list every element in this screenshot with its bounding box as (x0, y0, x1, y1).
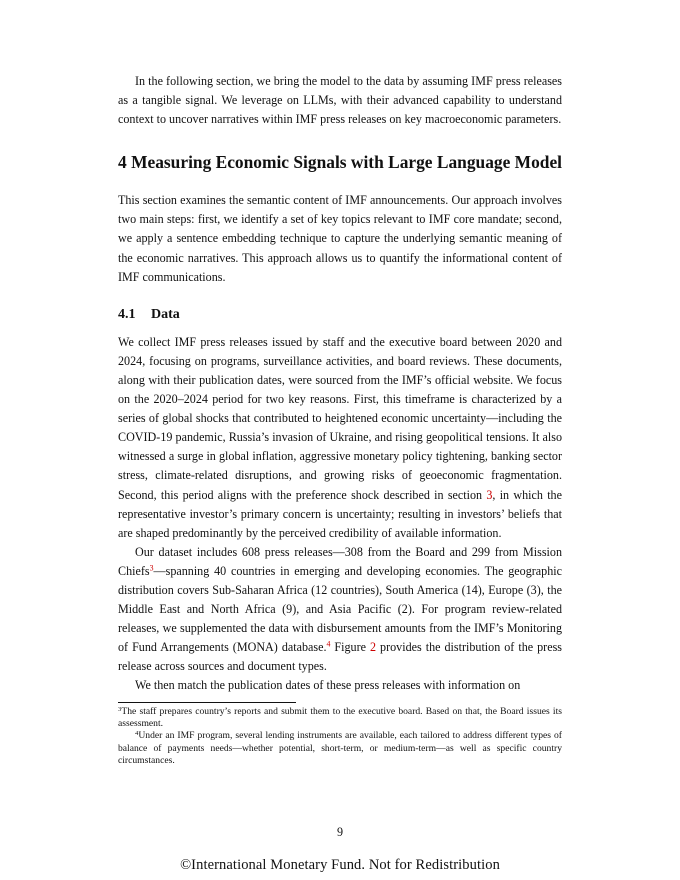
data-p2-text: Our dataset includes 608 press releases—308 from the Board and 299 from Mission Chiefs (118, 544, 562, 578)
footnote-4-text: Under an IMF program, several lending instruments are available, each tailored to address different types of balance of payments needs—whether potential, short-term, or medium-term—as well as specific country circumstances. (118, 730, 562, 767)
page-number: 9 (336, 825, 344, 839)
subsection-4-1-heading (118, 305, 562, 325)
footnote-3 (118, 706, 562, 731)
footnote-3-text: The staff prepares country’s reports and submit them to the executive board. Based on that, the Board issues its assessment. (118, 705, 562, 729)
footnote-4-mark: 4 (135, 730, 139, 738)
page-content (118, 72, 562, 768)
footnote-3-mark: 3 (118, 705, 122, 713)
data-paragraph-2 (118, 543, 562, 677)
figure-2-link[interactable]: 2 (370, 640, 377, 655)
data-paragraph-3: We then match the publication dates of these press releases with information on (135, 678, 521, 693)
section-4-title: Measuring Economic Signals with Large Language Model (131, 152, 562, 173)
footnote-divider (118, 702, 296, 703)
data-p2-text-end: provides the distribution of the press release across sources and document types. (118, 640, 562, 674)
footnote-3-link[interactable]: 3 (149, 563, 154, 573)
data-p1-text: We collect IMF press releases issued by staff and the executive board between 2020 and 2024, focusing on programs, surveillance activities, and board reviews. These documents, along with their publication dates, were sourced from the IMF’s official website. We focus on the 2020–2024 period for two key reasons. First, this timeframe is characterized by a series of global shocks that contributed to heightened economic uncertainty—including the COVID-19 pandemic, Russia’s invasion of Ukraine, and rising geopolitical tensions. It also witnessed a surge in global inflation, aggressive monetary policy tightening, banking sector stress, climate-related disruptions, and growing risks of geoeconomic fragmentation. Second, this period aligns with the preference shock described in section (118, 334, 562, 502)
footnote-4 (118, 730, 562, 767)
data-paragraph-1 (118, 333, 562, 543)
data-p1-text-cont: , in which the representative investor’s primary concern is uncertainty; resulting in investors’ beliefs that are shaped predominantly by the perceived credibility of available information. (118, 487, 562, 540)
section-4-heading (118, 151, 562, 173)
intro-paragraph: In the following section, we bring the model to the data by assuming IMF press releases as a tangible signal. We leverage on LLMs, with their advanced capability to understand context to uncover narratives within IMF press releases on key macroeconomic parameters. (118, 74, 562, 127)
footnote-4-link[interactable]: 4 (326, 639, 331, 649)
subsection-4-1-number: 4.1 (118, 306, 136, 322)
section-4-paragraph: This section examines the semantic content of IMF announcements. Our approach involves two main steps: first, we identify a set of key topics relevant to IMF core mandate; second, we apply a sentence embedding technique to capture the underlying semantic meaning of the economic narratives. This approach allows us to quantify the informational content of IMF communications. (118, 193, 562, 284)
data-p2-text-figure: Figure (330, 640, 370, 655)
section-3-link[interactable]: 3 (486, 487, 493, 502)
section-4-number: 4 (118, 152, 127, 173)
subsection-4-1-title: Data (151, 306, 180, 322)
data-p2-text-cont: —spanning 40 countries in emerging and developing economies. The geographic distribution covers Sub-Saharan Africa (12 countries), South America (14), Europe (3), the Middle East and North Africa (9), and Asia Pacific (2). For program review-related releases, we supplemented the data with disbursement amounts from the IMF’s Monitoring of Fund Arrangements (MONA) database. (118, 563, 562, 655)
copyright-footer: ©International Monetary Fund. Not for Redistribution (180, 857, 500, 873)
